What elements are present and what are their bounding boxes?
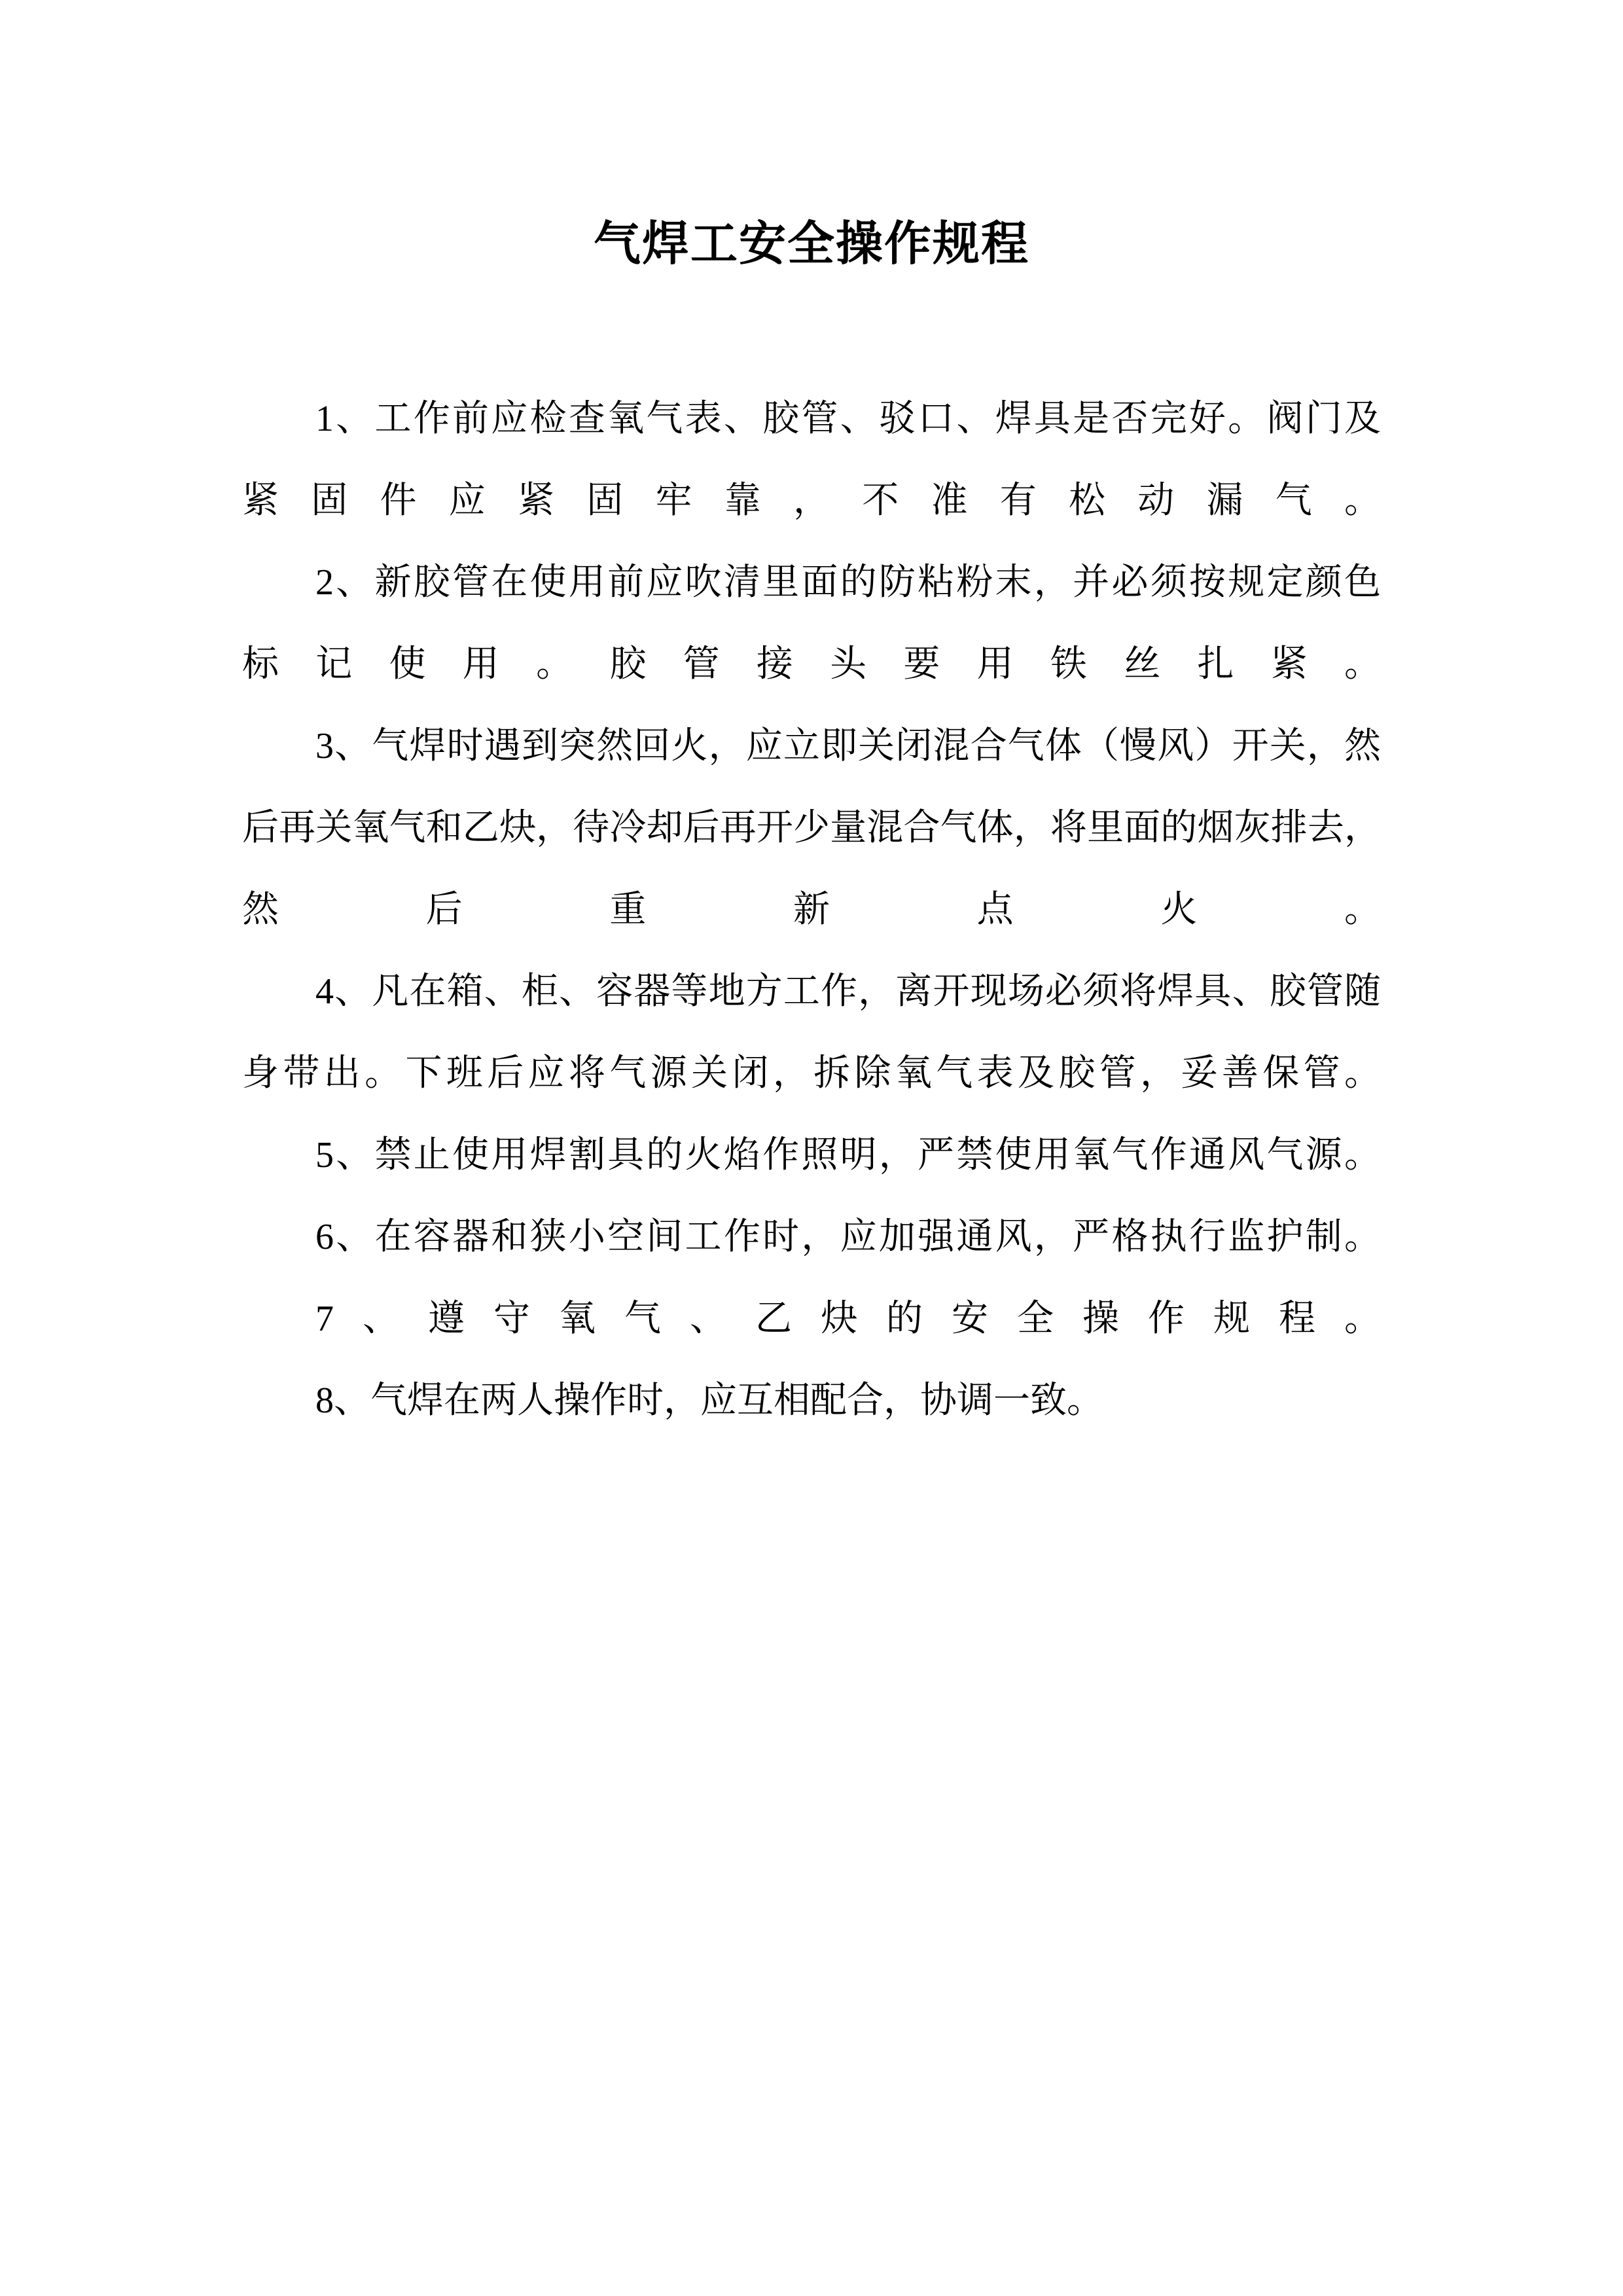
rule-2	[242, 542, 1381, 706]
rule-4-line-2: 身带出。下班后应将气源关闭，拆除氧气表及胶管，妥善保管。	[242, 1053, 1381, 1094]
rule-1	[242, 378, 1381, 542]
rule-2-line-2: 标记使用。胶管接头要用铁丝扎紧。	[242, 644, 1381, 685]
rule-3-line-1: 3、气焊时遇到突然回火，应立即关闭混合气体（慢风）开关，然	[315, 726, 1381, 766]
rule-1-line-2: 紧固件应紧固牢靠，不准有松动漏气。	[242, 480, 1381, 521]
rule-6	[242, 1196, 1381, 1278]
rule-7-line-1: 7、遵守氧气、乙炔的安全操作规程。	[315, 1299, 1381, 1339]
rule-4	[242, 951, 1381, 1115]
rule-4-line-1: 4、凡在箱、柜、容器等地方工作，离开现场必须将焊具、胶管随	[315, 971, 1381, 1012]
rule-5-line-1: 5、禁止使用焊割具的火焰作照明，严禁使用氧气作通风气源。	[315, 1135, 1381, 1175]
rule-7	[242, 1278, 1381, 1360]
document-title: 气焊工安全操作规程	[593, 218, 1029, 270]
document-body	[242, 378, 1381, 1442]
rule-8-line-1: 8、气焊在两人操作时，应互相配合，协调一致。	[315, 1380, 1103, 1421]
rule-3	[242, 706, 1381, 951]
rule-2-line-1: 2、新胶管在使用前应吹清里面的防粘粉末，并必须按规定颜色	[315, 562, 1381, 603]
rule-8	[242, 1360, 1381, 1442]
rule-1-line-1: 1、工作前应检查氧气表、胶管、驳口、焊具是否完好。阀门及	[315, 399, 1381, 439]
rule-5	[242, 1115, 1381, 1196]
rule-3-line-3: 然后重新点火。	[242, 889, 1381, 930]
rule-3-line-2: 后再关氧气和乙炔，待冷却后再开少量混合气体，将里面的烟灰排去，	[242, 808, 1381, 848]
rule-6-line-1: 6、在容器和狭小空间工作时，应加强通风，严格执行监护制。	[315, 1217, 1381, 1257]
